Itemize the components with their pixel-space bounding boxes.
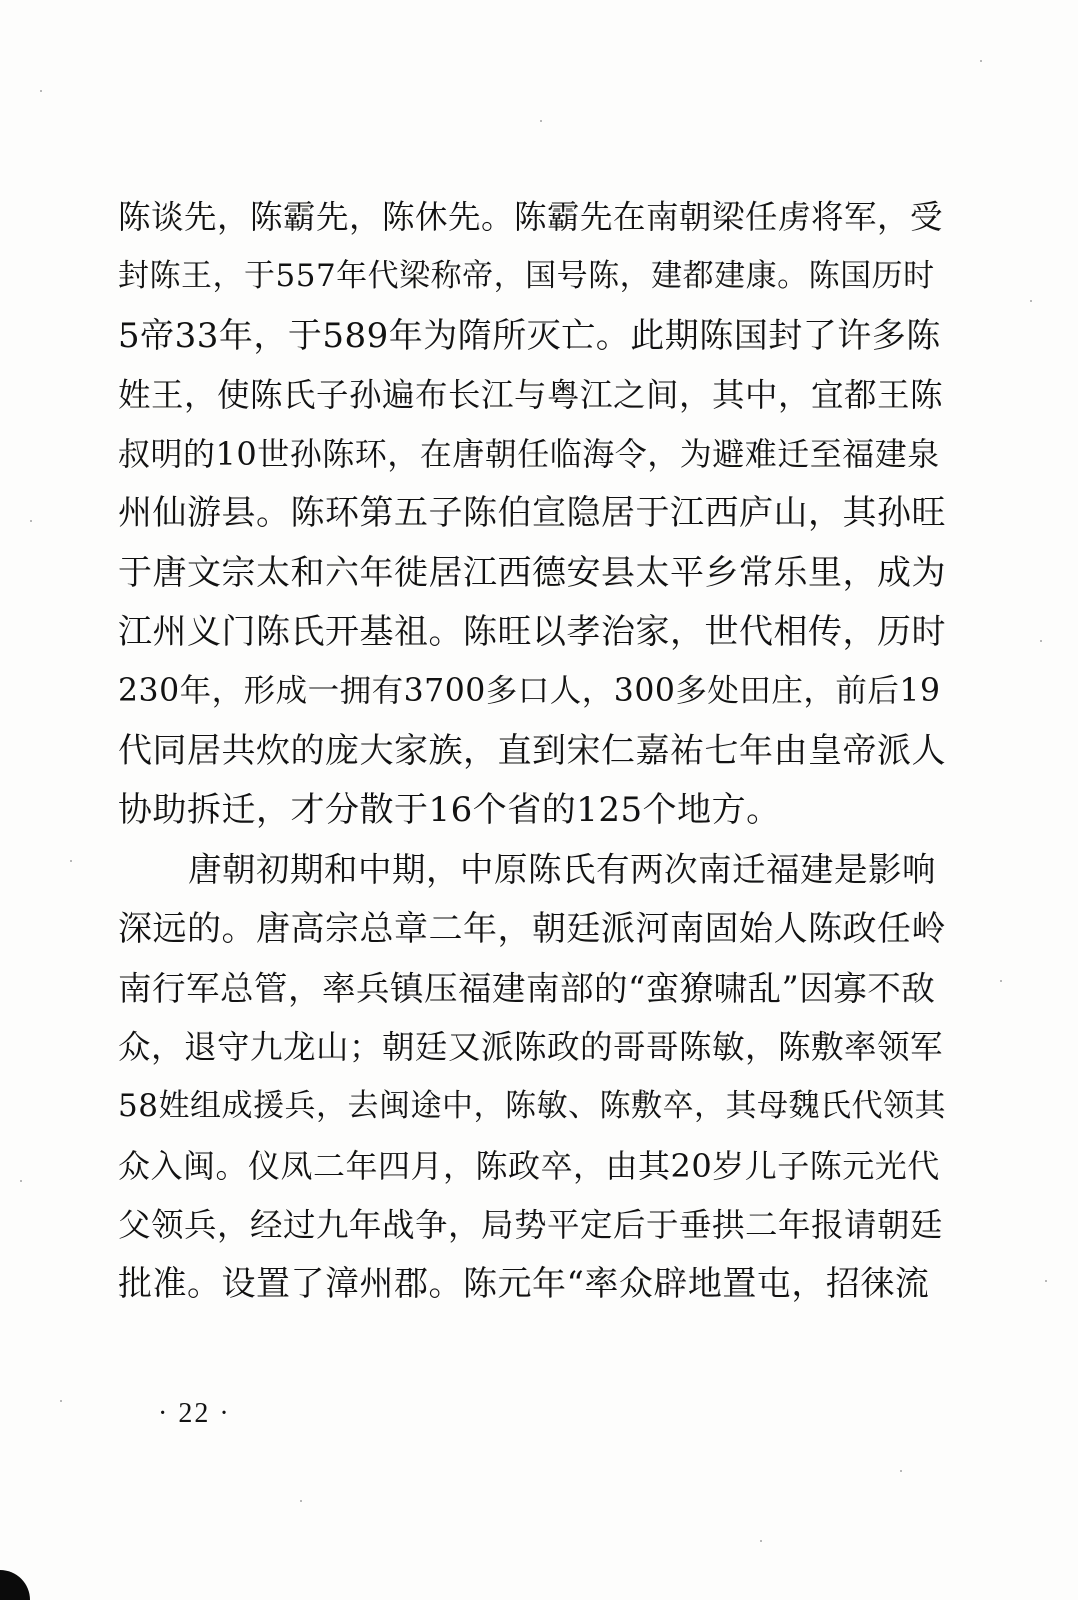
text-line: 代同居共炊的庞大家族，直到宋仁嘉祐七年由皇帝派人 [118,730,946,771]
text-line: 父领兵，经过九年战争，局势平定后于垂拱二年报请朝廷 [118,1206,944,1245]
text-line: 封陈王，于557年代梁称帝，国号陈，建都建康。陈国历时 [118,258,935,295]
text-line: 众，退守九龙山；朝廷又派陈政的哥哥陈敏，陈敷率领军 [118,1028,944,1067]
scan-speck [900,1470,902,1472]
body-text [118,188,946,1315]
text-line: 姓王，使陈氏子孙遍布长江与粤江之间，其中，宜都王陈 [118,375,944,414]
scan-speck [760,1540,762,1542]
scan-speck [540,120,542,122]
text-line: 5帝33年，于589年为隋所灭亡。此期陈国封了许多陈 [118,315,941,356]
text-line: 58姓组成援兵，去闽途中，陈敏、陈敷卒，其母魏氏代领其 [118,1088,946,1125]
text-line: 230年，形成一拥有3700多口人，300多处田庄，前后19 [118,673,941,710]
scan-speck [60,1400,62,1402]
scan-speck [1000,980,1002,982]
text-line: 深远的。唐高宗总章二年，朝廷派河南固始人陈政任岭 [118,908,946,949]
scan-speck [1040,640,1042,642]
scan-speck [300,1500,302,1502]
text-line: 州仙游县。陈环第五子陈伯宣隐居于江西庐山，其孙旺 [118,493,946,534]
text-line: 批准。设置了漳州郡。陈元年“率众辟地置屯，招徕流 [118,1264,930,1305]
text-line: 众入闽。仪凤二年四月，陈政卒，由其20岁儿子陈元光代 [118,1146,940,1185]
text-line: 陈谈先，陈霸先，陈休先。陈霸先在南朝梁任虏将军，受 [118,198,944,236]
scan-speck [40,90,42,92]
scan-speck [1045,1280,1047,1282]
text-line: 于唐文宗太和六年徙居江西德安县太平乡常乐里，成为 [118,552,946,593]
text-line: 协助拆迁，才分散于16个省的125个地方。 [118,789,781,830]
scan-speck [30,520,32,522]
text-line: 江州义门陈氏开基祖。陈旺以孝治家，世代相传，历时 [118,612,946,653]
text-line: 南行军总管，率兵镇压福建南部的“蛮獠啸乱”因寡不敌 [118,968,936,1008]
scan-speck [980,60,982,62]
scan-speck [20,1180,22,1182]
scan-shadow-corner [0,1570,30,1600]
scan-speck [1030,300,1032,302]
scan-speck [70,860,72,862]
text-line: 唐朝初期和中期，中原陈氏有两次南迁福建是影响 [188,850,936,890]
page-number: · 22 · [158,1398,231,1429]
text-line: 叔明的10世孙陈环，在唐朝任临海令，为避难迁至福建泉 [118,435,940,474]
